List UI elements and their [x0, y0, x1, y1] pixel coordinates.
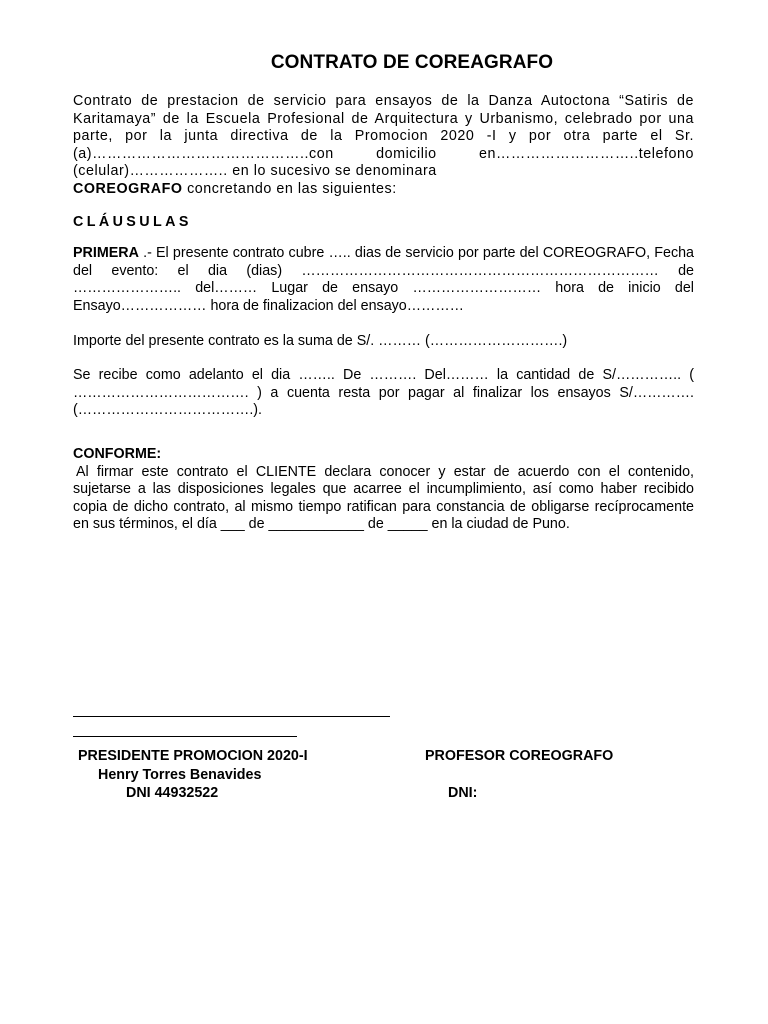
coreografo-term: COREOGRAFO [73, 180, 183, 197]
clause-primera-text: .- El presente contrato cubre ….. dias de servicio por parte del COREOGRAFO, Fecha del evento: el dia (dias) ………………………………………………………………… de ………………….. del……… Lugar de ensayo ……………………… hora de inicio del Ensayo……………… hora de finalizacion del ensayo………… [73, 245, 694, 314]
document-body [73, 93, 694, 534]
coreografo-role: PROFESOR COREOGRAFO [425, 748, 614, 764]
intro-text: Contrato de prestacion de servicio para ensayos de la Danza Autoctona “Satiris de Karitamaya” de la Escuela Profesional de Arquitectura y Urbanismo, celebrado por una parte, por la junta directiva de la Promocion 2020 -I y por otra parte el Sr.(a)……………………………………..con domicilio en………………………..telefono (celular)……………….. en lo sucesivo se denominara [73, 93, 694, 180]
intro-paragraph [73, 93, 694, 199]
clause-primera-label: PRIMERA [73, 245, 139, 262]
president-role: PRESIDENTE PROMOCION 2020-I [78, 748, 308, 764]
conforme-paragraph: Al firmar este contrato el CLIENTE declara conocer y estar de acuerdo con el contenido, sujetarse a las disposiciones legales que acarree el incumplimiento, así como haber recibido copia de dicho contrato, al mismo tiempo ratifican para constancia de obligarse recíprocamente en sus términos, el día ___ de ____________ de _____ en la ciudad de Puno. [73, 463, 694, 533]
clausulas-heading: CLÁUSULAS [73, 213, 192, 230]
importe-paragraph: Importe del presente contrato es la suma de S/. ……… (……………………….) [73, 332, 568, 349]
president-name: Henry Torres Benavides [98, 767, 262, 783]
document-title: CONTRATO DE COREAGRAFO [270, 52, 554, 73]
coreografo-dni: DNI: [448, 785, 478, 801]
signature-line-long [73, 716, 390, 717]
conforme-heading: CONFORME: [73, 445, 162, 462]
intro-text-end: concretando en las siguientes: [182, 180, 397, 197]
signature-line-short [73, 736, 297, 737]
president-dni: DNI 44932522 [126, 785, 219, 801]
adelanto-paragraph: Se recibe como adelanto el dia …….. De ………. Del……… la cantidad de S/………….. ( ………………………………. ) a cuenta resta por pagar al finalizar los ensayos S/…………. (……………………………….). [73, 367, 694, 419]
clause-primera [73, 245, 694, 315]
